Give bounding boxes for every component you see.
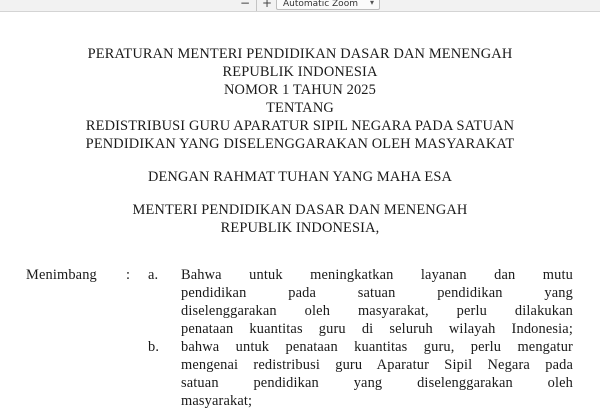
zoom-select-value: Automatic Zoom [283, 0, 358, 9]
item-a-line: diselenggarakan oleh masyarakat, perlu dilakukan [181, 303, 573, 319]
item-a-line: penataan kuantitas guru di seluruh wilayah Indonesia; [181, 321, 573, 337]
zoom-in-button[interactable]: + [261, 0, 273, 10]
regulation-subject-line: REDISTRIBUSI GURU APARATUR SIPIL NEGARA PADA SATUAN [85, 118, 515, 134]
regulation-subject-line: PENDIDIKAN YANG DISELENGGARAKAN OLEH MASYARAKAT [85, 136, 515, 152]
blessing-line: DENGAN RAHMAT TUHAN YANG MAHA ESA [147, 169, 453, 185]
item-b-line: satuan pendidikan yang diselenggarakan oleh [181, 375, 573, 391]
zoom-select[interactable] [276, 0, 380, 10]
item-b-line: mengenai redistribusi guru Aparatur Sipil Negara pada [181, 357, 573, 373]
minister-line: MENTERI PENDIDIKAN DASAR DAN MENENGAH [132, 202, 468, 218]
regulation-number-line: NOMOR 1 TAHUN 2025 [224, 82, 376, 98]
minister-line: REPUBLIK INDONESIA, [220, 220, 380, 236]
toolbar-separator [256, 0, 257, 11]
item-b-line: bahwa untuk penataan kuantitas guru, perlu mengatur [181, 339, 573, 355]
regulation-title-line: PERATURAN MENTERI PENDIDIKAN DASAR DAN MENENGAH [87, 46, 513, 62]
item-marker: a. [148, 267, 159, 283]
item-a-line: pendidikan pada satuan pendidikan yang [181, 285, 573, 301]
chevron-down-icon: ▾ [369, 0, 374, 7]
regulation-about-line: TENTANG [266, 100, 334, 116]
pdf-toolbar [0, 0, 600, 12]
document-page [0, 12, 600, 409]
considering-label: Menimbang [26, 267, 97, 283]
item-marker: b. [148, 339, 160, 355]
item-b-line: masyarakat; [181, 393, 253, 409]
zoom-out-button[interactable]: − [239, 0, 251, 10]
regulation-country-line: REPUBLIK INDONESIA [222, 64, 378, 80]
item-a-line: Bahwa untuk meningkatkan layanan dan mutu [181, 267, 573, 283]
considering-colon: : [126, 267, 131, 283]
